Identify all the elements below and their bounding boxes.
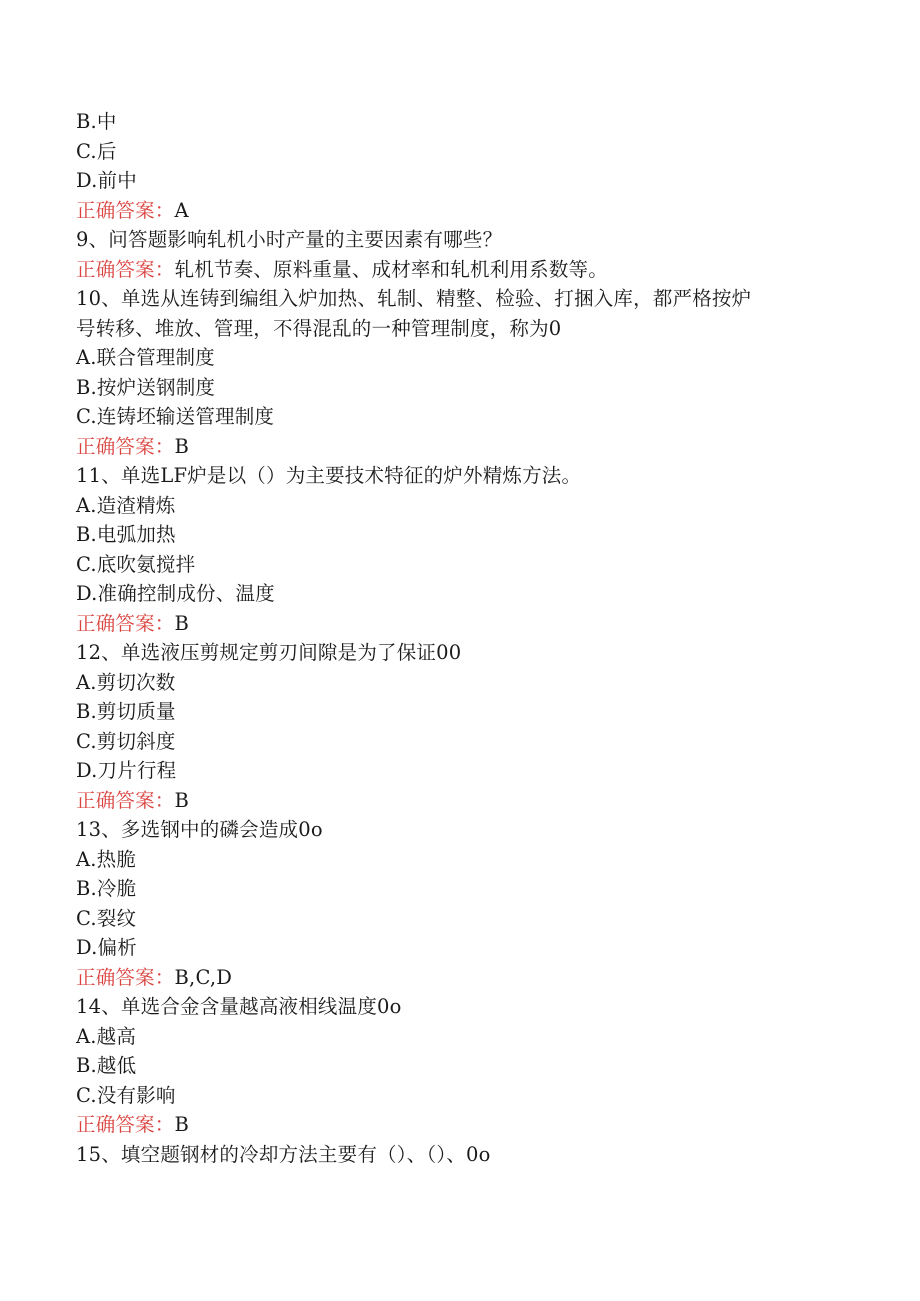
option-c: C.剪切斜度 (76, 729, 176, 753)
option-d: D.前中 (76, 169, 137, 192)
option-d: D.准确控制成份、温度 (76, 582, 275, 605)
question-11: 11、单选LF炉是以（）为主要技术特征的炉外精炼方法。 (76, 464, 582, 487)
answer-label: 正确答案： (76, 611, 175, 635)
correct-answer (76, 786, 836, 816)
question-10-line-2: 号转移、堆放、管理，不得混乱的一种管理制度，称为0 (76, 316, 562, 340)
answer-label: 正确答案： (76, 257, 175, 281)
option-b: B.按炉送钢制度 (76, 375, 216, 399)
question-13: 13、多选钢中的磷会造成0o (76, 818, 323, 841)
option-c: C.没有影响 (76, 1083, 176, 1107)
option-c: C.裂纹 (76, 906, 137, 930)
option-c: C.连铸坯输送管理制度 (76, 405, 275, 428)
option-b: B.冷脆 (76, 877, 137, 900)
answer-label: 正确答案： (76, 1113, 175, 1136)
option-b: B.电弧加热 (76, 523, 176, 546)
option-a: A.造渣精炼 (76, 493, 176, 517)
question-15: 15、填空题钢材的冷却方法主要有（）、（）、0o (76, 1142, 491, 1166)
option-c: C.底吹氨搅拌 (76, 552, 196, 576)
answer-value: A (174, 198, 189, 222)
correct-answer (76, 432, 836, 462)
answer-label: 正确答案： (76, 434, 175, 458)
question-list (76, 107, 836, 1169)
answer-value: B (174, 1113, 190, 1136)
question-14: 14、单选合金含量越高液相线温度0o (76, 995, 402, 1018)
option-a: A.越高 (76, 1024, 137, 1048)
option-b: B.越低 (76, 1054, 137, 1077)
option-b: B.中 (76, 110, 117, 133)
answer-label: 正确答案： (76, 965, 175, 989)
correct-answer (76, 1110, 836, 1140)
option-d: D.偏析 (76, 936, 137, 959)
option-d: D.刀片行程 (76, 759, 177, 782)
option-a: A.热脆 (76, 847, 137, 871)
answer-label: 正确答案： (76, 198, 175, 222)
question-10-line-1: 10、单选从连铸到编组入炉加热、轧制、精整、检验、打捆入库，都严格按炉 (76, 287, 752, 310)
question-9: 9、问答题影响轧机小时产量的主要因素有哪些？ (76, 228, 503, 251)
correct-answer (76, 196, 836, 226)
correct-answer (76, 963, 836, 993)
option-a: A.剪切次数 (76, 670, 176, 694)
answer-value: 轧机节奏、原料重量、成材率和轧机利用系数等。 (174, 257, 608, 281)
option-c: C.后 (76, 139, 117, 163)
option-a: A.联合管理制度 (76, 346, 215, 369)
answer-value: B,C,D (174, 965, 233, 989)
answer-label: 正确答案： (76, 788, 175, 812)
correct-answer (76, 255, 836, 285)
answer-value: B (174, 434, 190, 458)
answer-value: B (174, 611, 190, 635)
correct-answer (76, 609, 836, 639)
option-b: B.剪切质量 (76, 700, 176, 723)
answer-value: B (174, 788, 190, 812)
question-12: 12、单选液压剪规定剪刃间隙是为了保证00 (76, 641, 462, 664)
